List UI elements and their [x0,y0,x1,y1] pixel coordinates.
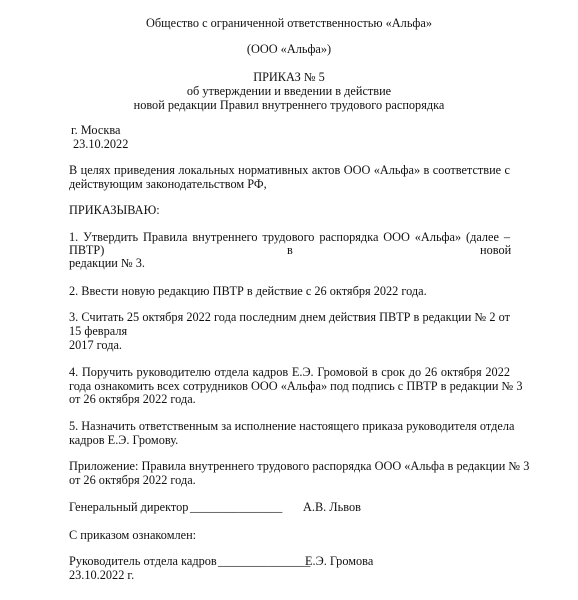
item-3-line-2: 15 февраля [69,324,128,338]
director-signature-line: _______________ [190,500,283,514]
item-1-line-2-c: новой [480,243,512,257]
hr-title: Руководитель отдела кадров [69,554,217,568]
order-date: 23.10.2022 [73,137,129,151]
item-4-line-3: от 26 октября 2022 года. [69,392,196,406]
appendix-line-2: от 26 октября 2022 года. [69,473,196,487]
intro-line-1: В целях приведения локальных нормативных актов ООО «Альфа» в соответствие с [69,163,510,177]
org-name: Общество с ограниченной ответственностью «Альфа» [145,16,432,30]
item-4-line-2: года ознакомить всех сотрудников ООО «Альфа» под подпись с ПВТР в редакции № 3 [69,379,523,393]
item-3-line-1: 3. Считать 25 октября 2022 года последним днем действия ПВТР в редакции № 2 от [69,310,510,324]
order-word: ПРИКАЗЫВАЮ: [69,203,160,217]
appendix-line-1: Приложение: Правила внутреннего трудового распорядка ООО «Альфа в редакции № 3 [69,459,530,473]
item-5-line-2: кадров Е.Э. Громову. [69,433,179,447]
org-short-name: (ООО «Альфа») [246,42,332,56]
hr-sign-date: 23.10.2022 г. [69,568,135,582]
item-5-line-1: 5. Назначить ответственным за исполнение настоящего приказа руководителя отдела [69,419,515,433]
intro-line-2: действующим законодательством РФ, [69,177,267,191]
acquainted-label: С приказом ознакомлен: [69,528,197,542]
item-4-line-1: 4. Поручить руководителю отдела кадров Е.Э. Громовой в срок до 26 октября 2022 [69,365,510,379]
item-3-line-3: 2017 года. [69,338,122,352]
order-title: ПРИКАЗ № 5 [253,70,325,84]
hr-signature-line: _______________ [218,554,311,568]
city: г. Москва [71,123,121,137]
item-1-line-2-a: ПВТР) [69,243,105,257]
item-1-line-1: 1. Утвердить Правила внутреннего трудового распорядка ООО «Альфа» (далее – [69,230,510,244]
item-1-line-3: редакции № 3. [69,256,145,270]
director-title: Генеральный директор [69,500,189,514]
director-name: А.В. Львов [303,500,361,514]
order-subject-line-1: об утверждении и введении в действие [186,84,392,98]
item-2: 2. Ввести новую редакцию ПВТР в действие с 26 октября 2022 года. [69,284,427,298]
hr-name: Е.Э. Громова [305,554,374,568]
item-1-line-2-b: в [287,243,293,257]
order-subject-line-2: новой редакции Правил внутреннего трудового распорядка [133,98,445,112]
